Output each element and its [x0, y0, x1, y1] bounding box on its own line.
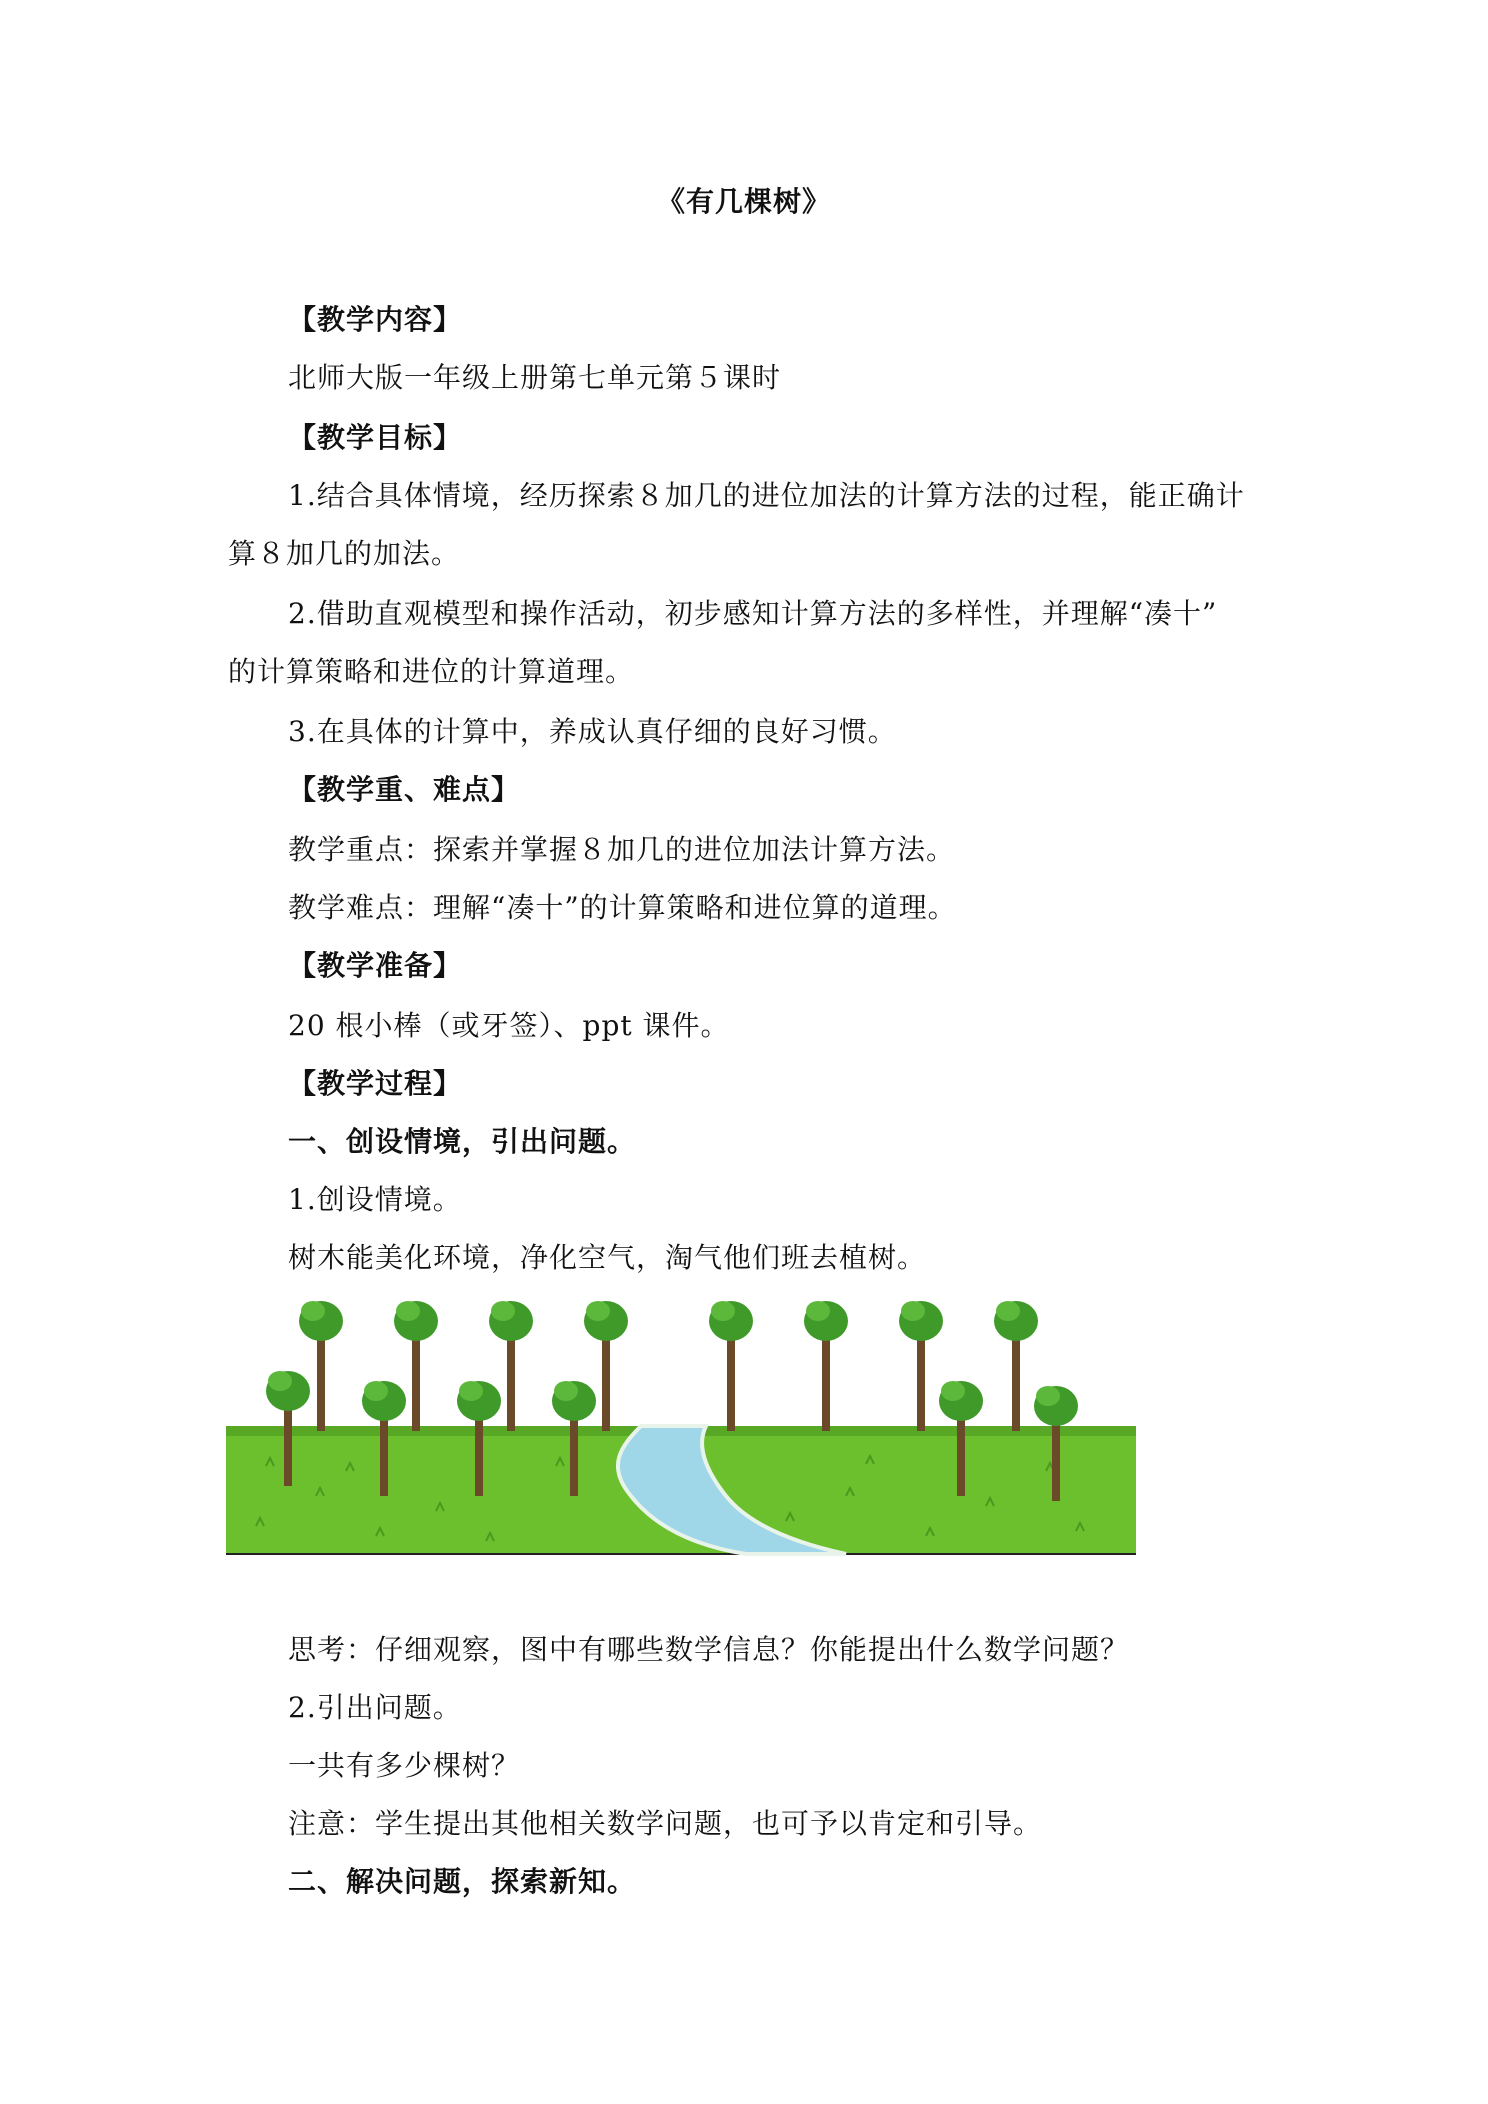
document-title: 《有几棵树》 [656, 185, 831, 218]
note-text: 注意：学生提出其他相关数学问题，也可予以肯定和引导。 [288, 1807, 1043, 1840]
teaching-content-text: 北师大版一年级上册第七单元第５课时 [288, 361, 782, 394]
teaching-process-heading: 【教学过程】 [288, 1067, 463, 1100]
part-1-step-2: 2.引出问题。 [288, 1691, 462, 1724]
goal-1-line-2: 算８加几的加法。 [228, 537, 461, 570]
goal-3: 3.在具体的计算中，养成认真仔细的良好习惯。 [288, 715, 897, 748]
part-1-step-1: 1.创设情境。 [288, 1183, 462, 1216]
preparation-text: 20 根小棒（或牙签）、ppt 课件。 [288, 1009, 730, 1042]
goal-2-line-2: 的计算策略和进位的计算道理。 [228, 655, 635, 688]
goal-1-line-1: 1.结合具体情境，经历探索８加几的进位加法的计算方法的过程，能正确计 [288, 479, 1245, 512]
goal-2-line-1: 2.借助直观模型和操作活动，初步感知计算方法的多样性，并理解“凑十” [288, 597, 1218, 630]
part-2-heading: 二、解决问题，探索新知。 [288, 1865, 637, 1898]
difficulty-text: 教学难点：理解“凑十”的计算策略和进位算的道理。 [288, 891, 957, 924]
teaching-content-heading: 【教学内容】 [288, 303, 463, 336]
part-1-story: 树木能美化环境，净化空气，淘气他们班去植树。 [288, 1241, 927, 1274]
back-row-trees [299, 1301, 1038, 1431]
key-point-text: 教学重点：探索并掌握８加几的进位加法计算方法。 [288, 833, 956, 866]
trees-by-river-illustration [226, 1296, 1136, 1558]
key-points-heading: 【教学重、难点】 [288, 773, 521, 806]
preparation-heading: 【教学准备】 [288, 949, 463, 982]
teaching-goals-heading: 【教学目标】 [288, 421, 463, 454]
part-1-heading: 一、创设情境，引出问题。 [288, 1125, 637, 1158]
think-question: 思考：仔细观察，图中有哪些数学信息？你能提出什么数学问题？ [288, 1633, 1130, 1666]
question-text: 一共有多少棵树？ [288, 1749, 521, 1782]
